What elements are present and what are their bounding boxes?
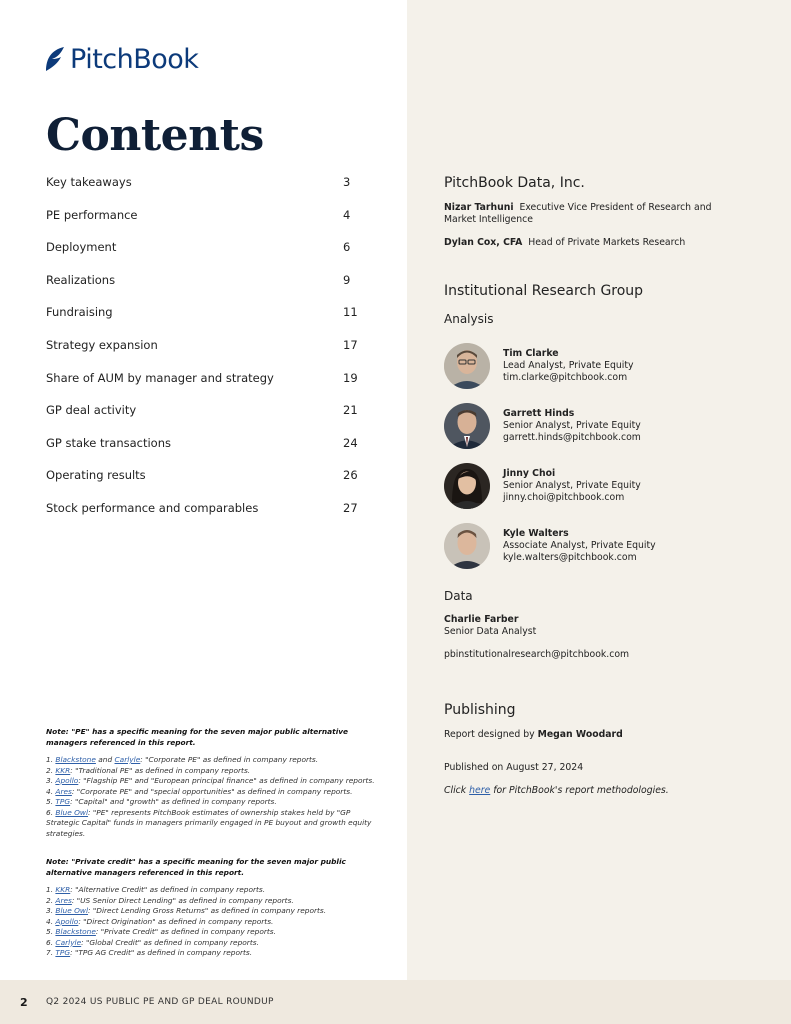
note-item bbox=[46, 896, 386, 907]
note-number: 7. bbox=[46, 948, 56, 957]
analyst-info bbox=[503, 408, 783, 443]
methodology-prefix: Click bbox=[444, 785, 470, 796]
designed-by-prefix: Report designed by bbox=[444, 729, 538, 740]
exec-2 bbox=[444, 237, 685, 249]
exec-2-title: Head of Private Markets Research bbox=[528, 237, 686, 248]
credit-notes-list bbox=[46, 885, 386, 959]
note-company-link[interactable]: TPG bbox=[55, 948, 71, 957]
toc-label: Operating results bbox=[46, 468, 146, 483]
exec-1-name: Nizar Tarhuni bbox=[444, 202, 514, 213]
analyst-info bbox=[503, 468, 783, 503]
note-item bbox=[46, 917, 386, 928]
avatar bbox=[444, 343, 490, 389]
note-company-link[interactable]: Carlyle bbox=[114, 755, 141, 764]
page-title: Contents bbox=[46, 110, 264, 161]
toc-page: 3 bbox=[343, 175, 351, 189]
toc-item[interactable] bbox=[46, 175, 366, 208]
note-company-link[interactable]: Ares bbox=[55, 786, 72, 796]
note-number: 3. bbox=[46, 776, 56, 785]
note-text: : "Traditional PE" as defined in company reports. bbox=[70, 765, 251, 775]
toc-label: Strategy expansion bbox=[46, 337, 158, 352]
note-text: : "Direct Origination" as defined in company reports. bbox=[78, 916, 274, 926]
publishing-title: Publishing bbox=[444, 702, 516, 718]
analyst-email[interactable]: kyle.walters@pitchbook.com bbox=[503, 551, 637, 563]
toc-item[interactable] bbox=[46, 371, 366, 404]
avatar bbox=[444, 523, 490, 569]
toc-page: 17 bbox=[343, 337, 358, 352]
analyst-name: Garrett Hinds bbox=[503, 408, 575, 419]
company-name: PitchBook Data, Inc. bbox=[444, 175, 585, 191]
report-title: Q2 2024 US PUBLIC PE AND GP DEAL ROUNDUP bbox=[46, 997, 274, 1007]
toc-label: GP deal activity bbox=[46, 403, 137, 418]
toc-item[interactable] bbox=[46, 273, 366, 306]
note-number: 2. bbox=[46, 765, 56, 775]
note-number: 4. bbox=[46, 916, 56, 926]
note-company-link[interactable]: KKR bbox=[55, 765, 71, 775]
note-number: 6. bbox=[46, 937, 56, 947]
research-group-title: Institutional Research Group bbox=[444, 283, 644, 299]
note-joiner: and bbox=[95, 755, 115, 764]
toc-item[interactable] bbox=[46, 468, 366, 501]
note-item bbox=[46, 766, 386, 777]
note-company-link[interactable]: Apollo bbox=[55, 916, 79, 926]
data-label: Data bbox=[444, 589, 473, 603]
analyst-email[interactable]: garrett.hinds@pitchbook.com bbox=[503, 431, 641, 443]
methodology-link[interactable]: here bbox=[469, 785, 491, 796]
toc-item[interactable] bbox=[46, 501, 366, 534]
note-text: : "Private Credit" as defined in company reports. bbox=[95, 927, 276, 936]
toc-page: 21 bbox=[343, 403, 358, 418]
exec-1 bbox=[444, 202, 714, 226]
note-company-link[interactable]: Ares bbox=[55, 895, 72, 905]
pitchbook-logo bbox=[42, 42, 198, 76]
analyst-role: Lead Analyst, Private Equity bbox=[503, 359, 634, 371]
credit-notes bbox=[46, 857, 386, 959]
avatar bbox=[444, 403, 490, 449]
analyst-info bbox=[503, 348, 783, 383]
analysis-label: Analysis bbox=[444, 312, 494, 326]
note-company-link[interactable]: Apollo bbox=[55, 776, 79, 785]
note-number: 1. bbox=[46, 885, 56, 894]
toc-item[interactable] bbox=[46, 208, 366, 241]
toc-page: 19 bbox=[343, 370, 358, 385]
note-text: : "Flagship PE" and "European principal finance" as defined in company reports. bbox=[78, 776, 375, 785]
note-number: 5. bbox=[46, 797, 56, 806]
note-item bbox=[46, 885, 386, 896]
analyst-info bbox=[503, 528, 783, 563]
note-item bbox=[46, 776, 386, 787]
toc-label: Deployment bbox=[46, 240, 117, 255]
pe-notes-list bbox=[46, 755, 386, 839]
exec-1-title: Executive Vice President of Research and Market Intelligence bbox=[444, 202, 712, 225]
note-item bbox=[46, 787, 386, 798]
avatar bbox=[444, 463, 490, 509]
toc-label: Key takeaways bbox=[46, 175, 132, 189]
toc-label: Share of AUM by manager and strategy bbox=[46, 370, 274, 385]
toc-label: Stock performance and comparables bbox=[46, 500, 259, 515]
methodology-suffix: for PitchBook's report methodologies. bbox=[490, 785, 669, 796]
toc-item[interactable] bbox=[46, 240, 366, 273]
note-company-link[interactable]: Blackstone bbox=[55, 755, 96, 764]
note-item bbox=[46, 797, 386, 808]
toc-label: Fundraising bbox=[46, 305, 113, 320]
toc-item[interactable] bbox=[46, 403, 366, 436]
data-person-role: Senior Data Analyst bbox=[444, 626, 537, 637]
note-text: : "Capital" and "growth" as defined in company reports. bbox=[70, 797, 277, 806]
note-text: : "TPG AG Credit" as defined in company reports. bbox=[70, 948, 253, 957]
toc-page: 4 bbox=[343, 207, 351, 222]
analyst-email[interactable]: jinny.choi@pitchbook.com bbox=[503, 491, 625, 503]
note-text: : "Direct Lending Gross Returns" as defined in company reports. bbox=[88, 906, 327, 915]
toc-page: 26 bbox=[343, 468, 358, 483]
toc-item[interactable] bbox=[46, 305, 366, 338]
toc-item[interactable] bbox=[46, 436, 366, 469]
analyst-role: Associate Analyst, Private Equity bbox=[503, 539, 656, 551]
page-number: 2 bbox=[20, 996, 28, 1009]
data-person bbox=[444, 614, 536, 638]
credit-notes-heading: Note: "Private credit" has a specific meaning for the seven major public alternative managers referenced in this report. bbox=[46, 857, 346, 877]
designer-name: Megan Woodard bbox=[537, 729, 623, 740]
contact-email[interactable]: pbinstitutionalresearch@pitchbook.com bbox=[444, 649, 630, 660]
note-item bbox=[46, 938, 386, 949]
toc-page: 24 bbox=[343, 435, 358, 450]
toc-page: 11 bbox=[343, 305, 358, 320]
table-of-contents bbox=[46, 175, 366, 534]
note-company-link[interactable]: Blue Owl bbox=[55, 807, 89, 817]
note-number: 1. bbox=[46, 755, 56, 764]
data-person-name: Charlie Farber bbox=[444, 614, 519, 625]
note-item bbox=[46, 948, 386, 959]
note-text: : "Alternative Credit" as defined in company reports. bbox=[70, 885, 266, 894]
toc-label: GP stake transactions bbox=[46, 435, 171, 450]
note-number: 2. bbox=[46, 895, 56, 905]
toc-label: PE performance bbox=[46, 207, 138, 222]
designed-by bbox=[444, 729, 623, 741]
note-company-link[interactable]: Blackstone bbox=[55, 927, 96, 936]
note-company-link[interactable]: Carlyle bbox=[55, 937, 82, 947]
note-number: 3. bbox=[46, 906, 56, 915]
exec-2-name: Dylan Cox, CFA bbox=[444, 237, 523, 248]
page-footer bbox=[0, 980, 791, 1024]
pe-notes bbox=[46, 727, 386, 839]
note-text: : "Corporate PE" as defined in company reports. bbox=[140, 755, 319, 764]
note-company-link[interactable]: KKR bbox=[55, 885, 71, 894]
methodology-note bbox=[444, 785, 669, 797]
note-text: : "Global Credit" as defined in company reports. bbox=[81, 937, 259, 947]
toc-page: 9 bbox=[343, 272, 351, 287]
note-company-link[interactable]: TPG bbox=[55, 797, 71, 806]
note-text: : "US Senior Direct Lending" as defined in company reports. bbox=[71, 895, 294, 905]
toc-page: 27 bbox=[343, 500, 358, 515]
note-text: : "Corporate PE" and "special opportunities" as defined in company reports. bbox=[71, 786, 353, 796]
published-date: Published on August 27, 2024 bbox=[444, 762, 584, 773]
analyst-name: Kyle Walters bbox=[503, 528, 569, 539]
analyst-role: Senior Analyst, Private Equity bbox=[503, 479, 641, 491]
analyst-email[interactable]: tim.clarke@pitchbook.com bbox=[503, 371, 628, 383]
note-number: 5. bbox=[46, 927, 56, 936]
toc-label: Realizations bbox=[46, 272, 116, 287]
note-number: 6. bbox=[46, 807, 56, 817]
toc-item[interactable] bbox=[46, 338, 366, 371]
note-text: : "PE" represents PitchBook estimates of ownership stakes held by "GP Strategic Capital" funds in managers primarily engaged in PE buyout and growth equity strategies. bbox=[46, 807, 372, 838]
toc-page: 6 bbox=[343, 240, 351, 255]
analyst-name: Jinny Choi bbox=[503, 468, 556, 479]
analyst-name: Tim Clarke bbox=[503, 348, 559, 359]
note-company-link[interactable]: Blue Owl bbox=[55, 906, 89, 915]
logo-text: PitchBook bbox=[70, 43, 199, 75]
note-item bbox=[46, 906, 386, 917]
note-item bbox=[46, 755, 386, 766]
note-item bbox=[46, 927, 386, 938]
analyst-role: Senior Analyst, Private Equity bbox=[503, 419, 641, 431]
note-number: 4. bbox=[46, 786, 56, 796]
pe-notes-heading: Note: "PE" has a specific meaning for the seven major public alternative managers referenced in this report. bbox=[46, 727, 349, 747]
pitchbook-leaf-icon bbox=[42, 45, 66, 73]
note-item bbox=[46, 808, 386, 840]
